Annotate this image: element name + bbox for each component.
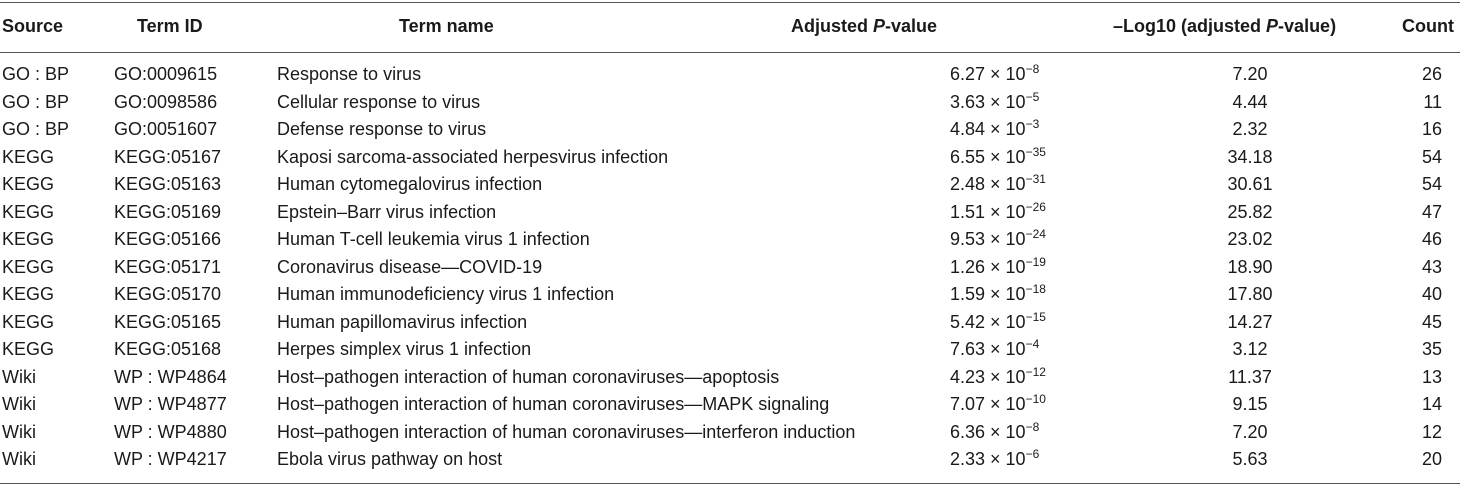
cell-term-id: GO:0051607	[114, 119, 218, 139]
cell-term-name: Defense response to virus	[277, 119, 487, 139]
cell-term-name: Host–pathogen interaction of human coronaviruses—interferon induction	[277, 421, 856, 442]
cell-source: KEGG	[2, 256, 55, 277]
cell-source: KEGG	[2, 201, 55, 222]
cell-source: GO : BP	[2, 119, 70, 139]
cell-adjusted-p-value: $7.07 \times 10^{-10}$	[950, 392, 1046, 414]
cell-count: 45	[1421, 311, 1442, 332]
cell-count: 13	[1421, 366, 1442, 387]
cell-term-id: GO:0009615	[114, 64, 218, 84]
cell-neg-log10: 25.82	[1227, 201, 1273, 222]
cell-neg-log10: 23.02	[1227, 229, 1273, 249]
cell-term-name: Host–pathogen interaction of human coronaviruses—MAPK signaling	[277, 394, 830, 414]
cell-count: 35	[1421, 339, 1442, 359]
table-row	[0, 60, 1460, 88]
cell-term-name: Human T-cell leukemia virus 1 infection	[277, 229, 590, 249]
cell-adjusted-p-value: $4.84 \times 10^{-3}$	[950, 117, 1040, 139]
cell-neg-log10: 7.20	[1232, 421, 1268, 442]
table-row	[0, 418, 1460, 446]
cell-count: 12	[1421, 421, 1442, 442]
cell-source: KEGG	[2, 284, 55, 304]
cell-source: Wiki	[2, 421, 36, 442]
cell-term-id: WP : WP4864	[114, 366, 227, 387]
header-neg-log10: –Log10 (adjusted P-value)	[1113, 16, 1337, 36]
cell-adjusted-p-value: $6.55 \times 10^{-35}$	[950, 144, 1046, 167]
cell-adjusted-p-value: $6.36 \times 10^{-8}$	[950, 419, 1040, 442]
cell-term-id: KEGG:05167	[114, 146, 222, 167]
cell-adjusted-p-value: $1.26 \times 10^{-19}$	[950, 254, 1046, 277]
cell-adjusted-p-value: $9.53 \times 10^{-24}$	[950, 227, 1046, 249]
cell-term-name: Kaposi sarcoma-associated herpesvirus infection	[277, 146, 669, 167]
cell-count: 14	[1421, 394, 1442, 414]
cell-neg-log10: 18.90	[1227, 256, 1273, 277]
cell-term-name: Human immunodeficiency virus 1 infection	[277, 284, 615, 304]
cell-source: GO : BP	[2, 91, 70, 112]
cell-count: 43	[1421, 256, 1442, 277]
table-row	[0, 253, 1460, 281]
cell-neg-log10: 9.15	[1232, 394, 1268, 414]
cell-term-name: Human cytomegalovirus infection	[277, 174, 543, 194]
cell-count: 26	[1421, 64, 1442, 84]
table-header	[0, 0, 1460, 52]
cell-neg-log10: 14.27	[1227, 311, 1273, 332]
cell-source: Wiki	[2, 449, 36, 469]
table-row	[0, 115, 1460, 143]
table-row	[0, 445, 1460, 473]
cell-count: 40	[1421, 284, 1442, 304]
cell-neg-log10: 5.63	[1232, 449, 1268, 469]
table-row	[0, 143, 1460, 171]
cell-count: 54	[1421, 174, 1442, 194]
cell-term-name: Ebola virus pathway on host	[277, 449, 503, 469]
cell-source: KEGG	[2, 229, 55, 249]
table-header-rule	[0, 52, 1460, 53]
header-adjusted-p-value: Adjusted P-value	[791, 16, 938, 36]
cell-neg-log10: 34.18	[1227, 146, 1273, 167]
cell-term-id: KEGG:05165	[114, 311, 222, 332]
cell-term-id: GO:0098586	[114, 91, 218, 112]
table-body	[0, 60, 1460, 473]
cell-count: 11	[1423, 91, 1442, 112]
cell-source: Wiki	[2, 394, 36, 414]
cell-neg-log10: 30.61	[1227, 174, 1273, 194]
cell-neg-log10: 11.37	[1228, 366, 1272, 387]
cell-term-id: KEGG:05171	[114, 256, 222, 277]
table-bottom-rule	[0, 483, 1460, 484]
cell-source: KEGG	[2, 174, 55, 194]
cell-source: KEGG	[2, 311, 55, 332]
cell-term-id: WP : WP4217	[114, 449, 227, 469]
table-row	[0, 88, 1460, 116]
cell-adjusted-p-value: $5.42 \times 10^{-15}$	[950, 309, 1046, 332]
cell-term-id: KEGG:05170	[114, 284, 222, 304]
cell-count: 46	[1421, 229, 1442, 249]
cell-count: 54	[1421, 146, 1442, 167]
cell-adjusted-p-value: $1.51 \times 10^{-26}$	[950, 199, 1046, 222]
cell-term-name: Human papillomavirus infection	[277, 311, 528, 332]
cell-neg-log10: 7.20	[1232, 64, 1268, 84]
table-row	[0, 170, 1460, 198]
cell-term-name: Herpes simplex virus 1 infection	[277, 339, 532, 359]
cell-term-id: KEGG:05166	[114, 229, 222, 249]
table-row	[0, 280, 1460, 308]
cell-count: 16	[1421, 119, 1442, 139]
cell-adjusted-p-value: $2.48 \times 10^{-31}$	[950, 172, 1046, 194]
cell-count: 20	[1421, 449, 1442, 469]
cell-adjusted-p-value: $1.59 \times 10^{-18}$	[950, 282, 1046, 304]
header-count: Count	[1402, 16, 1454, 36]
cell-neg-log10: 4.44	[1232, 91, 1268, 112]
cell-adjusted-p-value: $7.63 \times 10^{-4}$	[950, 337, 1040, 359]
table-row	[0, 225, 1460, 253]
cell-term-id: KEGG:05163	[114, 174, 222, 194]
table-row	[0, 335, 1460, 363]
cell-term-name: Cellular response to virus	[277, 91, 481, 112]
table-row	[0, 363, 1460, 391]
cell-term-name: Epstein–Barr virus infection	[277, 201, 497, 222]
cell-adjusted-p-value: $3.63 \times 10^{-5}$	[950, 89, 1040, 112]
header-source: Source	[2, 16, 64, 36]
cell-source: KEGG	[2, 146, 55, 167]
cell-adjusted-p-value: $4.23 \times 10^{-12}$	[950, 364, 1046, 387]
cell-source: KEGG	[2, 339, 55, 359]
cell-source: Wiki	[2, 366, 36, 387]
cell-source: GO : BP	[2, 64, 70, 84]
cell-adjusted-p-value: $2.33 \times 10^{-6}$	[950, 447, 1040, 469]
cell-neg-log10: 3.12	[1232, 339, 1268, 359]
table-row	[0, 198, 1460, 226]
cell-neg-log10: 17.80	[1227, 284, 1273, 304]
cell-term-id: KEGG:05169	[114, 201, 222, 222]
header-term-id: Term ID	[137, 16, 203, 36]
header-term-name: Term name	[399, 16, 494, 36]
cell-term-id: WP : WP4880	[114, 421, 227, 442]
cell-term-id: KEGG:05168	[114, 339, 222, 359]
cell-term-name: Host–pathogen interaction of human coronaviruses—apoptosis	[277, 366, 780, 387]
cell-term-name: Response to virus	[277, 64, 422, 84]
table-row	[0, 308, 1460, 336]
cell-term-name: Coronavirus disease—COVID-19	[277, 256, 543, 277]
cell-count: 47	[1421, 201, 1442, 222]
cell-term-id: WP : WP4877	[114, 394, 227, 414]
table-row	[0, 390, 1460, 418]
cell-adjusted-p-value: $6.27 \times 10^{-8}$	[950, 62, 1040, 84]
cell-neg-log10: 2.32	[1232, 119, 1268, 139]
